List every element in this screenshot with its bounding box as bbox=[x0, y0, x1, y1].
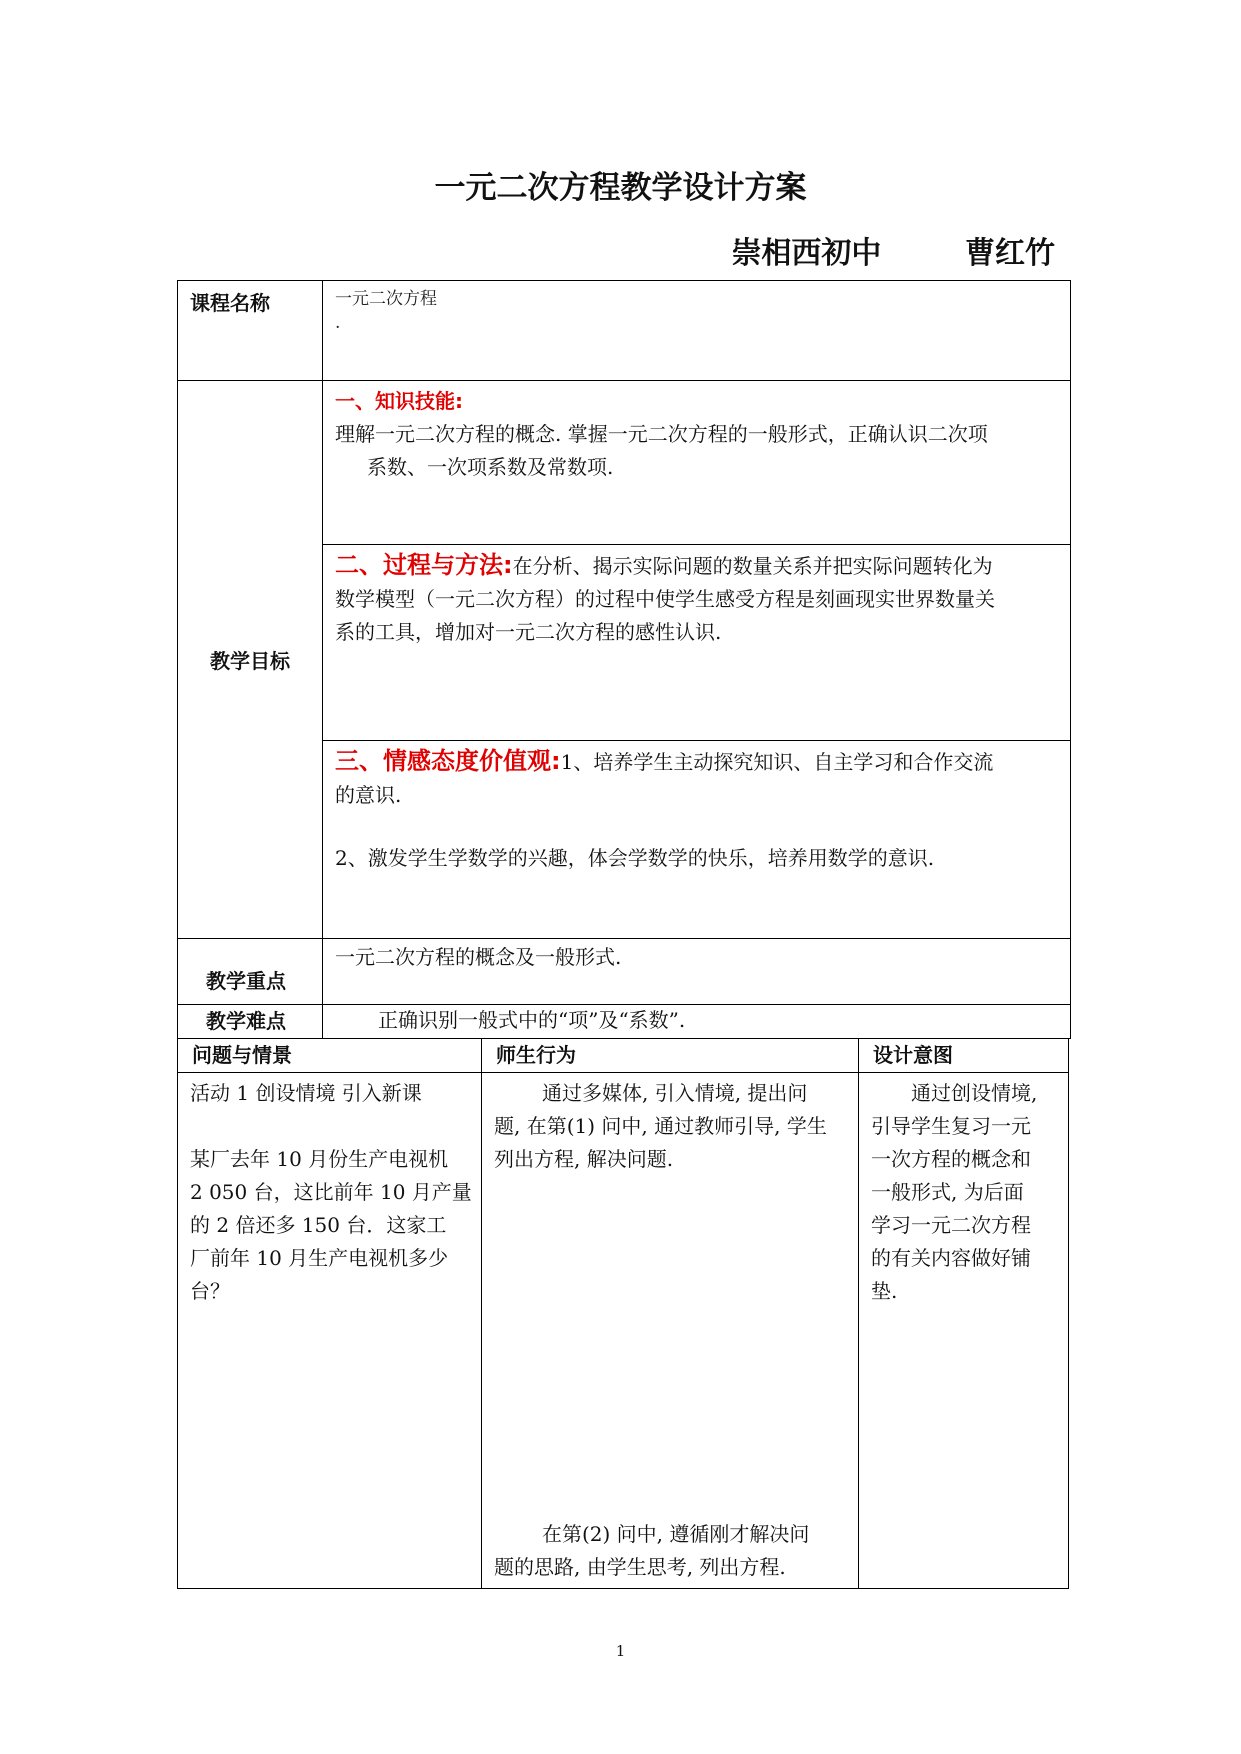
goal3-text-line-1: 1、培养学生主动探究知识、自主学习和合作交流 bbox=[560, 750, 994, 774]
goal3-text-line-2: 的意识. bbox=[335, 783, 402, 807]
goal1-cell bbox=[323, 381, 1071, 545]
action-line-2: 题, 在第(1) 问中, 通过教师引导, 学生 bbox=[494, 1114, 827, 1138]
problem-line-4: 2 050 台，这比前年 10 月产量 bbox=[190, 1180, 472, 1204]
goal1-text-line-1: 理解一元二次方程的概念. 掌握一元二次方程的一般形式，正确认识二次项 bbox=[335, 422, 988, 446]
problem-line-7: 台？ bbox=[190, 1279, 230, 1303]
course-value: 一元二次方程 bbox=[335, 289, 437, 309]
header-action: 师生行为 bbox=[496, 1043, 576, 1067]
action-cell bbox=[482, 1073, 859, 1589]
course-info-table bbox=[177, 280, 1071, 1039]
header-intent-cell bbox=[859, 1039, 1069, 1073]
course-value-cell bbox=[323, 281, 1071, 381]
goal3-heading: 三、情感态度价值观: bbox=[335, 747, 561, 775]
intent-line-5: 学习一元二次方程 bbox=[871, 1213, 1031, 1237]
document-title: 一元二次方程教学设计方案 bbox=[434, 170, 807, 206]
problem-line-5: 的 2 倍还多 150 台．这家工 bbox=[190, 1213, 447, 1237]
key-value: 一元二次方程的概念及一般形式. bbox=[335, 945, 622, 969]
goal-label: 教学目标 bbox=[210, 649, 290, 673]
header-action-cell bbox=[482, 1039, 859, 1073]
difficulty-value-cell bbox=[323, 1005, 1071, 1039]
intent-line-6: 的有关内容做好铺 bbox=[871, 1246, 1031, 1270]
difficulty-value: 正确识别一般式中的“项”及“系数”. bbox=[378, 1008, 686, 1032]
course-dot: . bbox=[335, 313, 341, 333]
goal1-text-line-2: 系数、一次项系数及常数项. bbox=[367, 455, 614, 479]
intent-line-3: 一次方程的概念和 bbox=[871, 1147, 1031, 1171]
author-line: 崇相西初中 曹红竹 bbox=[731, 236, 1055, 271]
difficulty-label: 教学难点 bbox=[206, 1009, 286, 1033]
goal1-heading: 一、知识技能: bbox=[335, 389, 463, 413]
goal2-heading: 二、过程与方法: bbox=[335, 551, 513, 579]
intent-line-2: 引导学生复习一元 bbox=[871, 1114, 1031, 1138]
course-label-cell bbox=[178, 281, 323, 381]
difficulty-label-cell bbox=[178, 1005, 323, 1039]
goal-label-cell bbox=[178, 381, 323, 939]
key-value-cell bbox=[323, 939, 1071, 1005]
intent-line-1: 通过创设情境, bbox=[911, 1081, 1038, 1105]
action-line-3: 列出方程, 解决问题. bbox=[494, 1147, 674, 1171]
goal3-cell bbox=[323, 741, 1071, 939]
page-number: 1 bbox=[615, 1642, 626, 1660]
problem-line-1: 活动 1 创设情境 引入新课 bbox=[190, 1081, 422, 1105]
course-label: 课程名称 bbox=[190, 291, 270, 315]
problem-line-3: 某厂去年 10 月份生产电视机 bbox=[190, 1147, 449, 1171]
action-bottom-line-1: 在第(2) 问中, 遵循刚才解决问 bbox=[542, 1522, 810, 1546]
problem-line-6: 厂前年 10 月生产电视机多少 bbox=[190, 1246, 449, 1270]
activity-table bbox=[177, 1038, 1069, 1589]
problem-cell bbox=[178, 1073, 482, 1589]
goal2-text-line-1: 在分析、揭示实际问题的数量关系并把实际问题转化为 bbox=[512, 554, 993, 578]
action-line-1: 通过多媒体, 引入情境, 提出问 bbox=[542, 1081, 808, 1105]
header-intent: 设计意图 bbox=[873, 1043, 953, 1067]
intent-line-4: 一般形式, 为后面 bbox=[871, 1180, 1024, 1204]
intent-line-7: 垫. bbox=[871, 1279, 898, 1303]
problem-line-2 bbox=[190, 1110, 475, 1143]
goal2-text-line-3: 系的工具，增加对一元二次方程的感性认识. bbox=[335, 620, 722, 644]
key-label-cell bbox=[178, 939, 323, 1005]
intent-cell bbox=[859, 1073, 1069, 1589]
header-problem: 问题与情景 bbox=[192, 1043, 292, 1067]
action-bottom-line-2: 题的思路, 由学生思考, 列出方程. bbox=[494, 1555, 786, 1579]
header-problem-cell bbox=[178, 1039, 482, 1073]
goal2-cell bbox=[323, 545, 1071, 741]
key-label: 教学重点 bbox=[206, 969, 286, 993]
goal3-text-line-3: 2、激发学生学数学的兴趣，体会学数学的快乐，培养用数学的意识. bbox=[335, 846, 935, 870]
goal2-text-line-2: 数学模型（一元二次方程）的过程中使学生感受方程是刻画现实世界数量关 bbox=[335, 587, 995, 611]
